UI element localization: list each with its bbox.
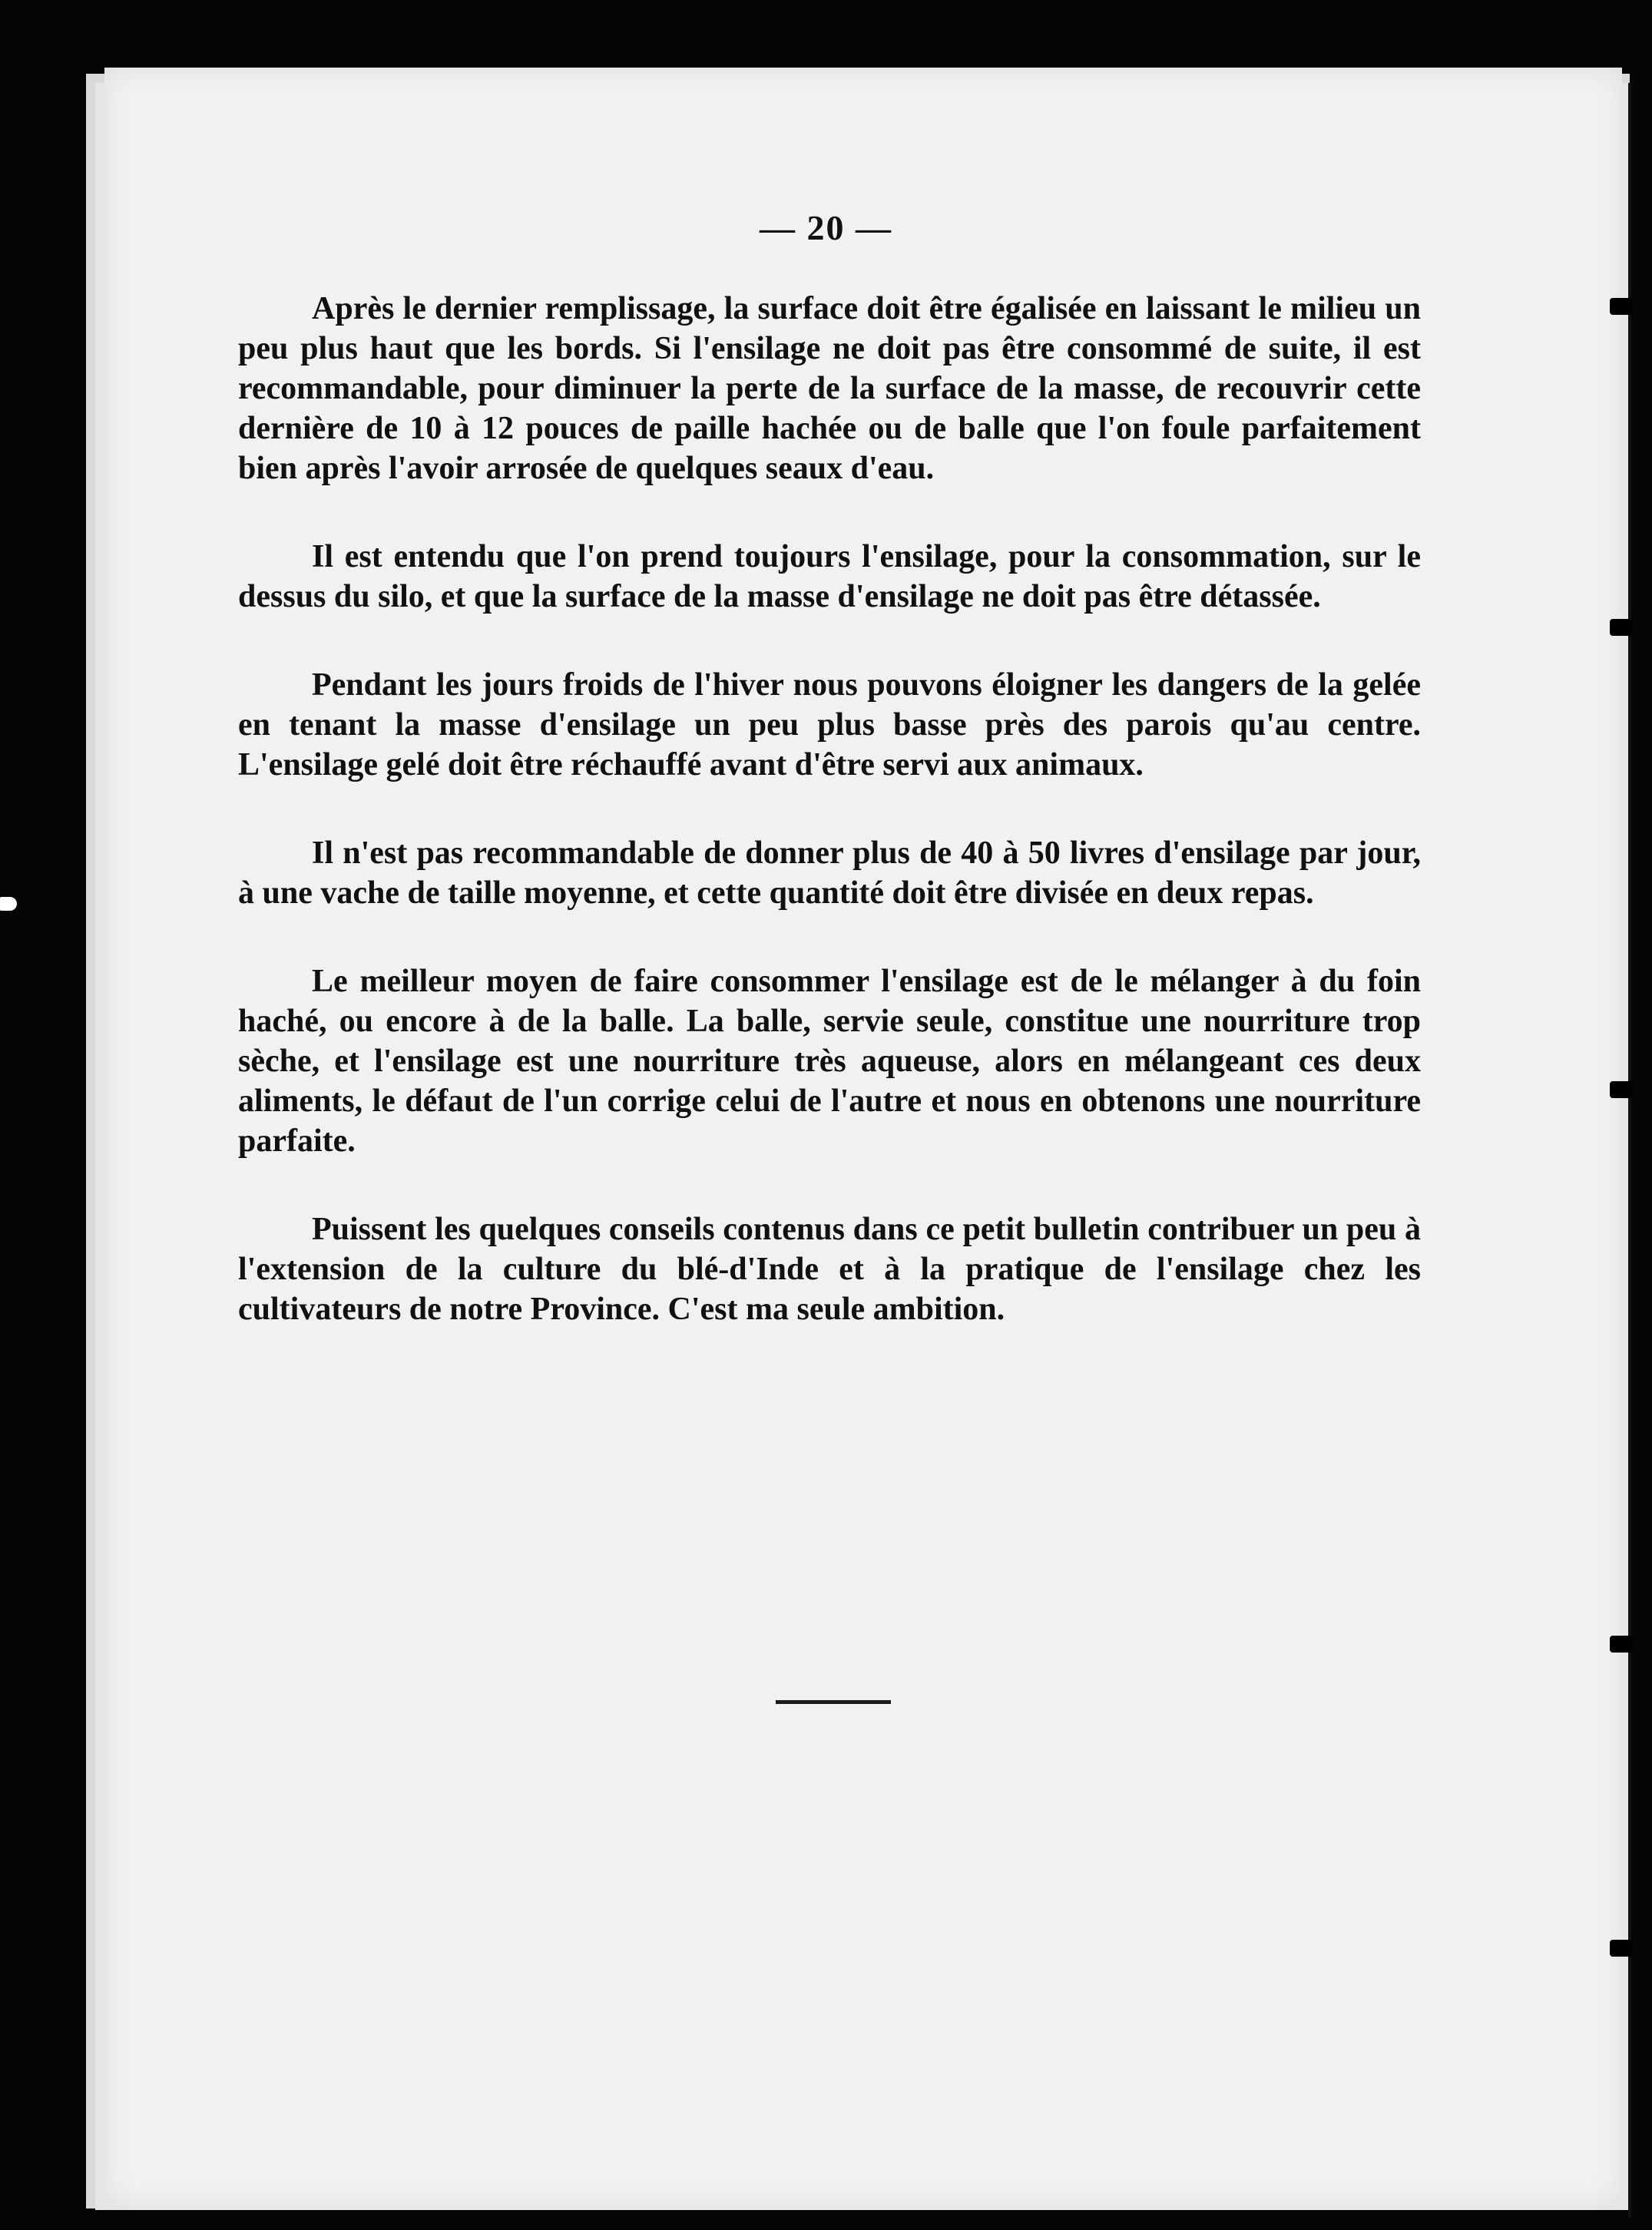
end-rule: [776, 1700, 891, 1704]
binding-clip: [1610, 1636, 1633, 1653]
paragraph-3: Pendant les jours froids de l'hiver nous pouvons éloigner les dangers de la gelée en tenant la masse d'ensilage un peu plus basse près des parois qu'au centre. L'ensilage gelé doit être réchauffé avant d'être servi aux animaux.: [238, 667, 1421, 782]
binding-clip: [1610, 1940, 1633, 1957]
paragraph-1: Après le dernier remplissage, la surface doit être égalisée en laissant le milieu un peu plus haut que les bords. Si l'ensilage ne doit pas être consommé de suite, il est recommandable, pour diminuer la perte de la surface de la masse, de recouvrir cette dernière de 10 à 12 pouces de paille hachée ou de balle que l'on foule parfaitement bien après l'avoir arrosée de quelques seaux d'eau.: [238, 291, 1421, 486]
paragraph-5: Le meilleur moyen de faire consommer l'ensilage est de le mélanger à du foin haché, ou encore à de la balle. La balle, servie seule, constitue une nourriture trop sèche, et l'ensilage est une nourriture très aqueuse, alors en mélangeant ces deux aliments, le défaut de l'un corrige celui de l'autre et nous en obtenons une nourriture parfaite.: [238, 964, 1421, 1159]
paragraph-2: Il est entendu que l'on prend toujours l'ensilage, pour la consommation, sur le dessus du silo, et que la surface de la masse d'ensilage ne doit pas être détassée.: [238, 539, 1421, 614]
binding-clip: [1610, 619, 1633, 636]
page-number: — 20 —: [760, 208, 892, 247]
body-text: [238, 289, 1421, 1378]
binding-edge: [1628, 83, 1631, 2218]
paragraph-4: Il n'est pas recommandable de donner plus de 40 à 50 livres d'ensilage par jour, à une vache de taille moyenne, et cette quantité doit être divisée en deux repas.: [238, 835, 1421, 911]
paragraph-6: Puissent les quelques conseils contenus dans ce petit bulletin contribuer un peu à l'extension de la culture du blé-d'Inde et à la pratique de l'ensilage chez les cultivateurs de notre Province. C'est ma seule ambition.: [238, 1212, 1421, 1327]
binding-clip: [1610, 1081, 1633, 1098]
scan-edge-mark: [0, 897, 17, 911]
binding-clip: [1610, 298, 1633, 315]
